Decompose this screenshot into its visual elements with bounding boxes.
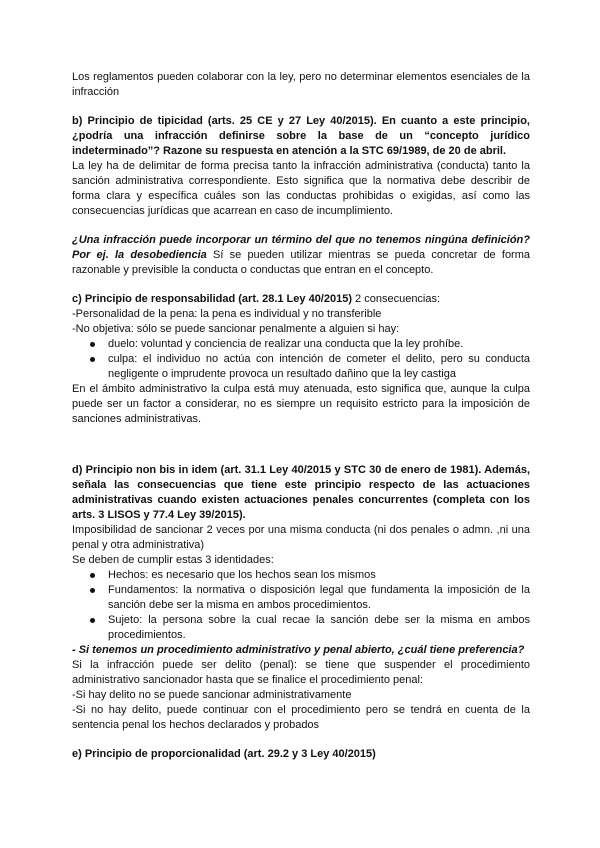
section-c-line-1: -Personalidad de la pena: la pena es individual y no transferible — [72, 308, 382, 320]
section-c-heading-tail: 2 consecuencias: — [352, 293, 441, 305]
section-b-heading: b) Principio de tipicidad (arts. 25 CE y 27 Ley 40/2015). En cuanto a este principio, ¿podría una infracción definirse sobre la base de un “concepto jurídico indeterminado”? Razone su respuesta en atención a la STC 69/1989, de 20 de abril. — [72, 115, 530, 157]
list-item-text: Sujeto: la persona sobre la cual recae la sanción debe ser la misma en ambos procedimientos. — [108, 614, 530, 641]
list-item — [108, 613, 530, 643]
bullet-icon — [90, 618, 95, 623]
list-item-text: culpa: el individuo no actúa con intención de cometer el delito, pero su conducta negligente o imprudente provoca un resultado dañino que la ley castiga — [108, 353, 530, 380]
bullet-icon — [90, 588, 95, 593]
list-item — [108, 337, 530, 352]
list-item — [108, 583, 530, 613]
section-d-heading: d) Principio non bis in idem (art. 31.1 Ley 40/2015 y STC 30 de enero de 1981). Además, señala las consecuencias que tiene este principio respecto de las actuaciones administrativas cuando existen actuaciones penales concurrentes (completa con los arts. 3 LISOS y 77.4 Ley 39/2015). — [72, 464, 530, 521]
section-c-line-2: -No objetiva: sólo se puede sancionar penalmente a alguien si hay: — [72, 323, 400, 335]
list-item-text: duelo: voluntad y conciencia de realizar una conducta que la ley prohíbe. — [108, 338, 464, 350]
section-c-heading: c) Principio de responsabilidad (art. 28.1 Ley 40/2015) — [72, 293, 352, 305]
bullet-icon — [90, 357, 95, 362]
section-d-answer-2: -Si hay delito no se puede sancionar administrativamente — [72, 689, 352, 701]
list-item-text: Hechos: es necesario que los hechos sean los mismos — [108, 569, 376, 581]
document-page — [72, 70, 530, 762]
bullet-icon — [90, 573, 95, 578]
section-b-question: ¿Una infracción puede incorporar un término del que no tenemos ningúna definición? Por ej. la desobediencia — [72, 234, 530, 261]
section-d-answer-1: Si la infracción puede ser delito (penal): se tiene que suspender el procedimiento administrativo sancionador hasta que se finalice el procedimiento penal: — [72, 659, 530, 686]
section-b-qa — [72, 233, 530, 278]
section-d-question: - Si tenemos un procedimiento administrativo y penal abierto, ¿cuál tiene preferencia? — [72, 644, 525, 656]
list-item — [108, 352, 530, 382]
section-d-line-2: Se deben de cumplir estas 3 identidades: — [72, 554, 274, 566]
intro-paragraph: Los reglamentos pueden colaborar con la ley, pero no determinar elementos esenciales de la infracción — [72, 71, 530, 98]
section-b-body: La ley ha de delimitar de forma precisa tanto la infracción administrativa (conducta) tanto la sanción administrativa correspondiente. Esto significa que la normativa debe describir de forma clara y específica cuáles son las conductas prohibidas o exigidas, así como las consecuencias jurídicas que acarrean en caso de incumplimiento. — [72, 160, 530, 217]
bullet-icon — [90, 342, 95, 347]
list-item-text: Fundamentos: la normativa o disposición legal que fundamenta la imposición de la sanción debe ser la misma en ambos procedimientos. — [108, 584, 530, 611]
list-item — [108, 568, 530, 583]
section-d-line-1: Imposibilidad de sancionar 2 veces por una misma conducta (ni dos penales o admn. ,ni una penal y otra administrativa) — [72, 524, 530, 551]
section-d-bullet-list — [72, 568, 530, 643]
section-b-answer: Sí se pueden utilizar mientras se pueda concretar de forma razonable y previsible la conducta o conductas que entran en el concepto. — [72, 249, 531, 276]
section-c-heading-line — [72, 292, 530, 307]
section-c-bullet-list — [72, 337, 530, 382]
section-e-heading: e) Principio de proporcionalidad (art. 29.2 y 3 Ley 40/2015) — [72, 748, 376, 760]
section-d-answer-3: -Si no hay delito, puede continuar con el procedimiento pero se tendrá en cuenta de la sentencia penal los hechos declarados y probados — [72, 704, 530, 731]
section-c-closing: En el ámbito administrativo la culpa está muy atenuada, esto significa que, aunque la culpa puede ser un factor a considerar, no es siempre un requisito estricto para la imposición de sanciones administrativas. — [72, 383, 530, 425]
